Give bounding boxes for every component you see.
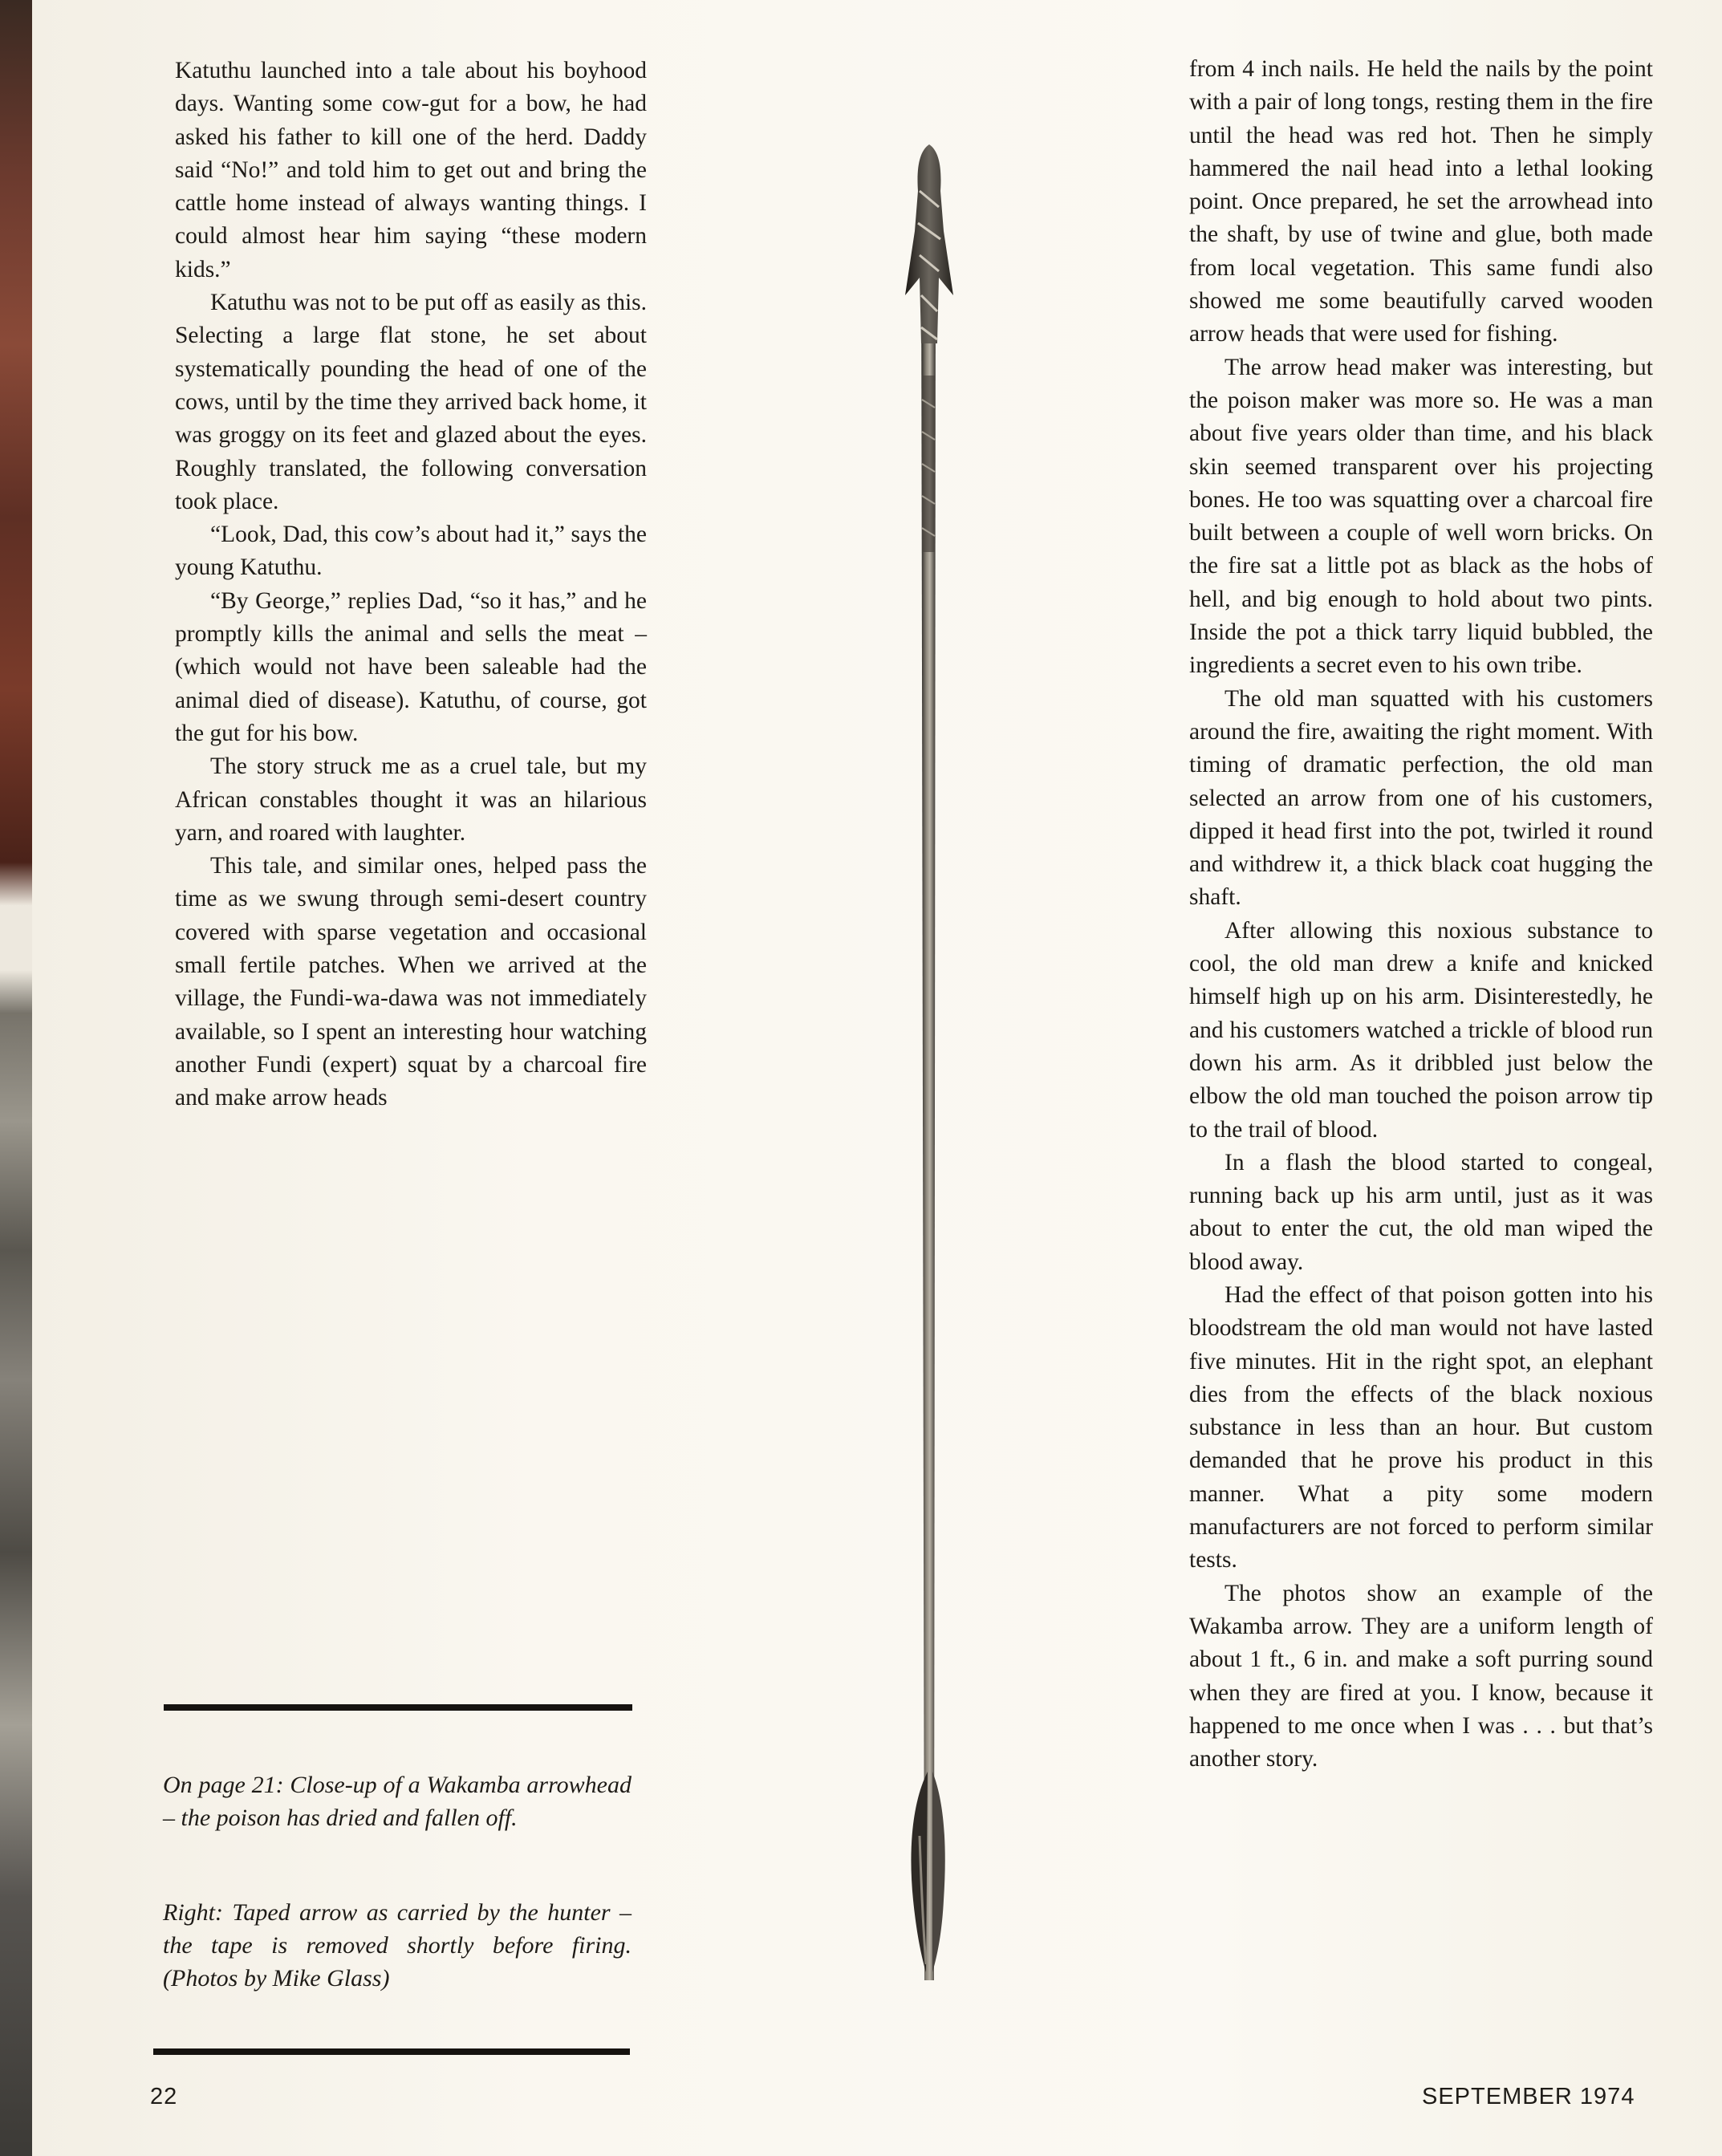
caption-divider-top — [164, 1704, 632, 1711]
paragraph: Had the effect of that poison gotten into his bloodstream the old man would not have lasted five minutes. Hit in the right spot, an elephant dies from the effects of the black noxious substance in less than an hour. But custom demanded that he prove his product in this manner. What a pity some modern manufacturers are not forced to perform similar tests. — [1189, 1281, 1653, 1573]
paragraph: “Look, Dad, this cow’s about had it,” says the young Katuthu. — [175, 522, 647, 581]
adjacent-page-photo-edge — [0, 0, 32, 2156]
paragraph: The arrow head maker was interesting, but the poison maker was more so. He was a man about five years older than time, and his black skin seemed transparent over his projecting bones. He too was squatting over a charcoal fire built between a couple of well worn bricks. On the fire sat a little pot as black as the hobs of hell, and big enough to hold about two pints. Inside the pot a thick tarry liquid bubbled, the ingredients a secret even to his own tribe. — [1189, 354, 1653, 679]
paragraph: The old man squatted with his customers around the fire, awaiting the right moment. With timing of dramatic perfection, the old man selected an arrow from one of his customers, dipped it head first into the pot, twirled it round and withdrew it, a thick black coat hugging the shaft. — [1189, 685, 1653, 911]
arrow-photo — [897, 135, 961, 1996]
paragraph: Katuthu was not to be put off as easily as this. Selecting a large flat stone, he set about systematically pounding the head of one of the cows, until by the time they arrived back home, it was groggy on its feet and glazed about the eyes. Roughly translated, the following conversation took place. — [175, 290, 647, 514]
article-left-column — [175, 55, 647, 1115]
issue-date: SEPTEMBER 1974 — [1422, 2084, 1635, 2109]
caption-divider-bottom — [153, 2048, 630, 2055]
paragraph: This tale, and similar ones, helped pass the time as we swung through semi-desert country covered with sparse vegetation and occasional small fertile patches. When we arrived at the village, the Fundi-wa-dawa was not immediately available, so I spent an interesting hour watching another Fundi (expert) squat by a charcoal fire and make arrow heads — [175, 853, 647, 1111]
paragraph: After allowing this noxious substance to cool, the old man drew a knife and knicked himself high up on his arm. Disinterestedly, he and his customers watched a trickle of blood run down his arm. As it dribbled just below the elbow the old man touched the poison arrow tip to the trail of blood. — [1189, 917, 1653, 1143]
paragraph: In a flash the blood started to congeal, running back up his arm until, just as it was about to enter the cut, the old man wiped the blood away. — [1189, 1149, 1653, 1275]
article-right-column — [1189, 53, 1653, 1776]
paragraph: Katuthu launched into a tale about his boyhood days. Wanting some cow-gut for a bow, he had asked his father to kill one of the herd. Daddy said “No!” and told him to get out and bring the cattle home instead of always wanting things. I could almost hear him saying “these modern kids.” — [175, 58, 647, 282]
photo-caption: Right: Taped arrow as carried by the hunter – the tape is removed shortly before firing. (Photos by Mike Glass) — [163, 1899, 632, 1992]
arrow-head — [905, 144, 953, 343]
photo-caption: On page 21: Close-up of a Wakamba arrowhead – the poison has dried and fallen off. — [163, 1772, 632, 1831]
paragraph: from 4 inch nails. He held the nails by the point with a pair of long tongs, resting them in the fire until the head was red hot. Then he simply hammered the nail head into a lethal looking point. Once prepared, he set the arrowhead into the shaft, by use of twine and glue, both made from local vegetation. This same fundi also showed me some beautifully carved wooden arrow heads that were used for fishing. — [1189, 56, 1653, 347]
paragraph: “By George,” replies Dad, “so it has,” and he promptly kills the animal and sells the meat – (which would not have been saleable had the animal died of disease). Katuthu, of course, got the gut for his bow. — [175, 587, 647, 746]
paragraph: The photos show an example of the Wakamba arrow. They are a uniform length of about 1 ft., 6 in. and make a soft purring sound when they are fired at you. I know, because it happened to me once when I was . . . but that’s another story. — [1189, 1580, 1653, 1772]
paragraph: The story struck me as a cruel tale, but my African constables thought it was an hilarious yarn, and roared with laughter. — [175, 753, 647, 846]
page-number: 22 — [150, 2084, 178, 2109]
